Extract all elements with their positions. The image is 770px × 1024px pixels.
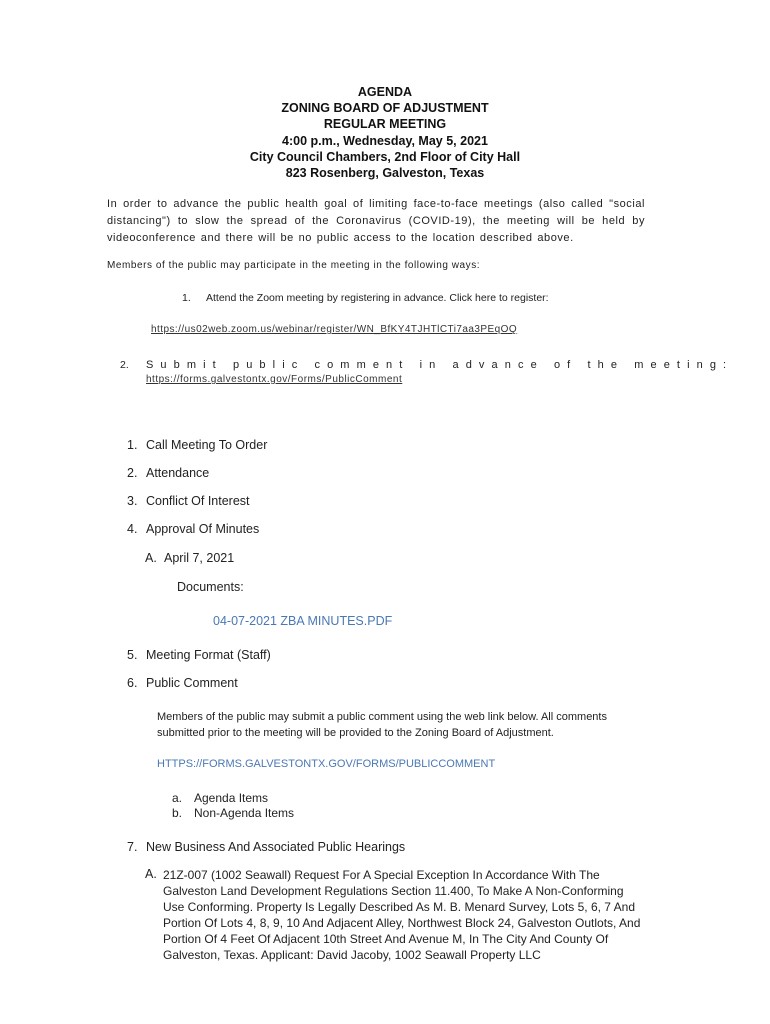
header-meeting-type: REGULAR MEETING [323,117,447,132]
agenda-item-7a-text: 21Z-007 (1002 Seawall) Request For A Special Exception In Accordance With The Galveston Land Development Regulations Section 11.400, To Make A Non-Conforming Use Conforming. Property Is Legally Described As M. B. Menard Survey, Lots 5, 6, 7 And Portion Of Lots 4, 8, 9, 10 And Adjacent Alley, Northwest Block 24, Galveston Outlots, And Portion Of 4 Feet Of Adjacent 10th Street And Avenue M, In The City And County Of Galveston, Texas. Applicant: David Jacoby, 1002 Seawall Property LLC [163,868,641,962]
public-comment-link[interactable]: HTTPS://FORMS.GALVESTONTX.GOV/FORMS/PUBLICCOMMENT [157,758,496,770]
header-datetime: 4:00 p.m., Wednesday, May 5, 2021 [282,133,488,148]
item-label: New Business And Associated Public Hearings [146,840,406,854]
agenda-item-3 [127,494,250,508]
option-1-text: Attend the Zoom meeting by registering in advance. Click here to register: [206,292,549,304]
agenda-header [0,84,770,181]
item-number: 5. [127,648,138,662]
option-2-text: Submit public comment in advance of the meeting: [146,359,734,371]
participation-intro: Members of the public may participate in the meeting in the following ways: [107,260,481,271]
item-letter: b. [172,806,183,820]
item-number: 3. [127,494,138,508]
intro-paragraph: In order to advance the public health goal of limiting face-to-face meetings (also called "social distancing") to slow the spread of the Coronavirus (COVID-19), the meeting will be held by videoconference and there will be no public access to the location described above. [107,198,645,244]
item-number: 6. [127,676,138,690]
item-number: 4. [127,522,138,536]
item-label: Public Comment [146,676,238,690]
item-number: 2. [127,466,138,480]
agenda-item-2 [127,466,209,480]
agenda-item-7 [127,840,405,854]
agenda-item-6b [172,806,294,820]
item-letter: A. [145,551,157,565]
header-board: ZONING BOARD OF ADJUSTMENT [281,101,489,116]
documents-label: Documents: [177,580,244,594]
public-comment-description: Members of the public may submit a public comment using the web link below. All comments submitted prior to the meeting will be provided to the Zoning Board of Adjustment. [157,711,607,739]
item-label: Call Meeting To Order [146,438,268,452]
item-label: Non-Agenda Items [194,806,295,820]
item-label: Conflict Of Interest [146,494,250,508]
agenda-item-1 [127,438,267,452]
agenda-item-6 [127,676,238,690]
header-location: City Council Chambers, 2nd Floor of City Hall [249,149,521,164]
option-1-number: 1. [182,292,191,304]
agenda-item-6a [172,791,268,805]
agenda-item-7a-letter: A. [145,867,157,881]
zoom-register-link[interactable]: https://us02web.zoom.us/webinar/register/WN_BfKY4TJHTlCTi7aa3PEqOQ [151,324,518,335]
agenda-item-4a [145,551,234,565]
option-2-number: 2. [120,359,129,371]
minutes-pdf-link[interactable]: 04-07-2021 ZBA MINUTES.PDF [213,614,393,628]
item-label: April 7, 2021 [164,551,235,565]
item-letter: a. [172,791,183,805]
public-comment-form-link[interactable]: https://forms.galvestontx.gov/Forms/PublicComment [146,374,403,385]
item-label: Approval Of Minutes [146,522,260,536]
item-label: Agenda Items [194,791,269,805]
agenda-item-5 [127,648,271,662]
item-number: 7. [127,840,138,854]
agenda-item-4 [127,522,259,536]
item-label: Meeting Format (Staff) [146,648,271,662]
item-number: 1. [127,438,138,452]
item-label: Attendance [146,466,210,480]
participation-option-1 [182,292,549,304]
header-title: AGENDA [357,85,413,99]
header-address: 823 Rosenberg, Galveston, Texas [285,166,485,181]
